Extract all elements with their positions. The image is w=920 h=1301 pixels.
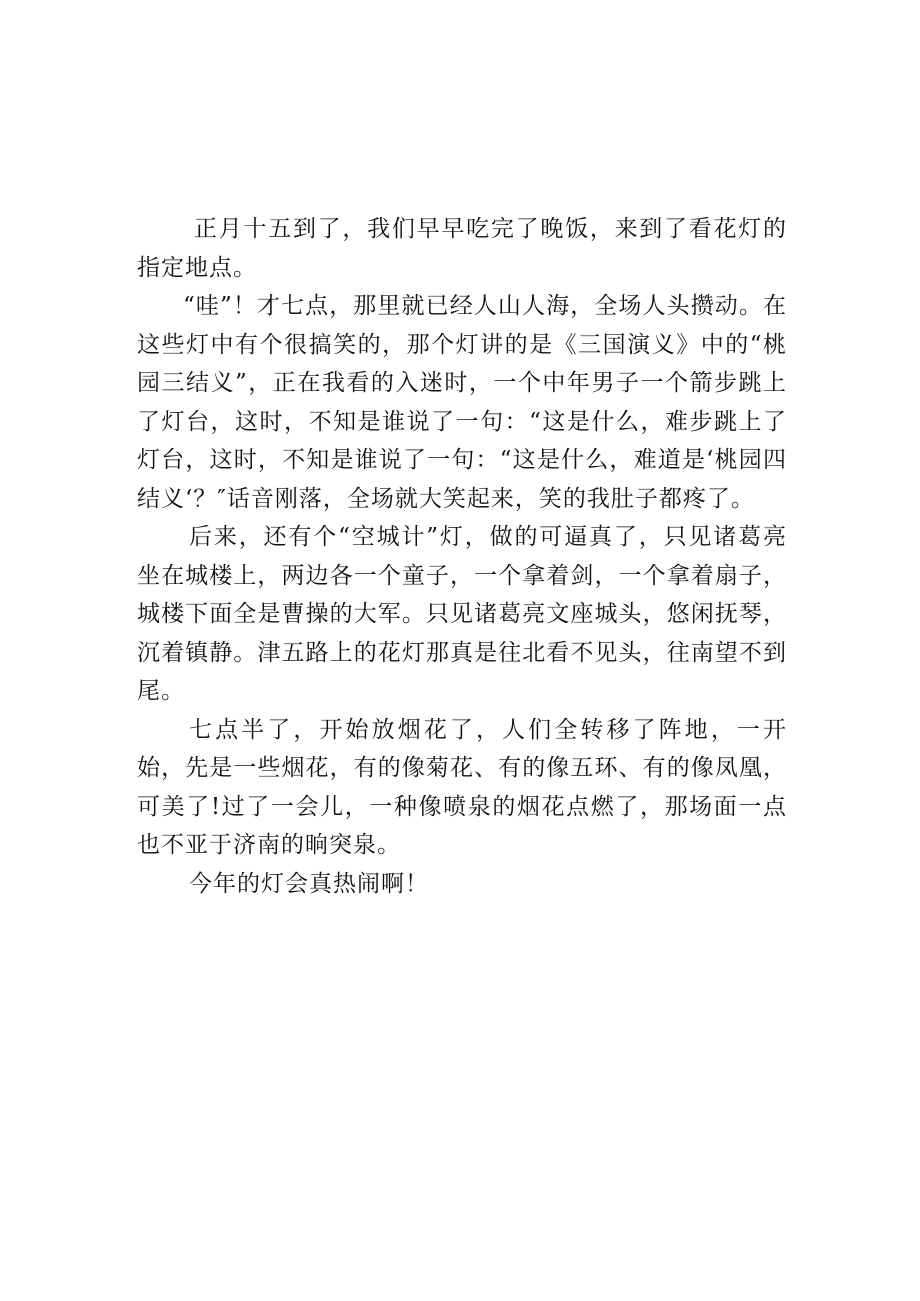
paragraph-2: “哇”！才七点，那里就已经人山人海，全场人头攒动。在这些灯中有个很搞笑的，那个灯讲的是《三国演义》中的“桃园三结义”，正在我看的入迷时，一个中年男子一个箭步跳上了灯台，这时，不知是谁说了一句：“这是什么，难步跳上了灯台，这时，不知是谁说了一句：“这是什么，难道是‘桃园四结义‘？″话音刚落，全场就大笑起来，笑的我肚子都疼了。 (137, 293, 787, 512)
paragraph-5: 今年的灯会真热闹啊！ (189, 870, 429, 897)
paragraph-4: 七点半了，开始放烟花了，人们全转移了阵地，一开始，先是一些烟花，有的像菊花、有的像五环、有的像凤凰，可美了!过了一会儿，一种像喷泉的烟花点燃了，那场面一点也不亚于济南的晌突泉。 (137, 716, 787, 858)
essay-body (137, 210, 787, 903)
paragraph-3: 后来，还有个“空城计”灯，做的可逼真了，只见诸葛亮坐在城楼上，两边各一个童子，一个拿着剑，一个拿着扇子，城楼下面全是曹操的大军。只见诸葛亮文座城头，悠闲抚琴，沉着镇静。津五路上的花灯那真是往北看不见头，往南望不到尾。 (137, 524, 787, 704)
paragraph-1: 正月十五到了，我们早早吃完了晚饭，来到了看花灯的指定地点。 (137, 216, 787, 281)
